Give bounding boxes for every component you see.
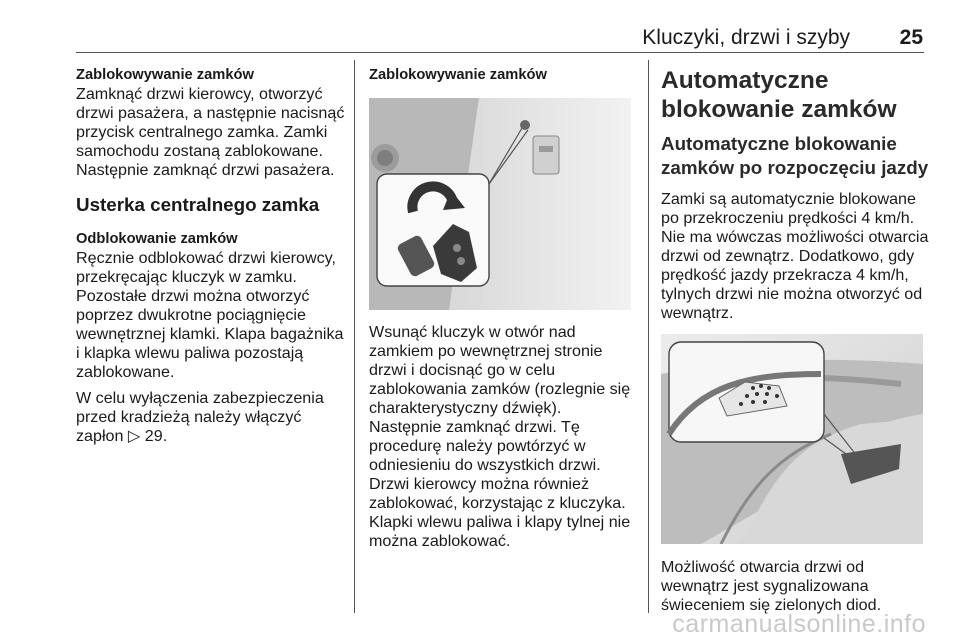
subheading-locking-manual: Zablokowywanie zamków (369, 67, 547, 83)
header-title: Kluczyki, drzwi i szyby (642, 26, 850, 49)
column-divider-2 (648, 60, 649, 613)
subheading-locking: Zablokowywanie zamków (76, 67, 254, 83)
page-ref-arrow-icon: ▷ (127, 427, 141, 445)
heading-auto-locking: Automatyczne blokowanie zamków (661, 67, 897, 123)
heading-central-lock-fault: Usterka centralnego zamka (76, 194, 320, 215)
page-ref-link[interactable]: 29. (144, 427, 168, 445)
paragraph-anti-theft (76, 389, 348, 446)
subheading-unlocking: Odblokowanie zamków (76, 231, 238, 247)
anti-theft-text: W celu wyłączenia zabezpieczenia przed kradzieżą należy włączyć zapłon (76, 389, 324, 445)
paragraph-unlocking: Ręcznie odblokować drzwi kierowcy, przekręcając kluczyk w zamku. Pozostałe drzwi można otworzyć poprzez dwukrotne pociągnięcie wewnętrznej klamki. Klapa bagażnika i klapka wlewu paliwa pozostają zablokowane. (76, 249, 344, 381)
page-number: 25 (899, 26, 923, 49)
paragraph-led-indicator: Możliwość otwarcia drzwi od wewnątrz jest sygnalizowana świeceniem się zielonych diod. (661, 558, 882, 614)
column-1 (76, 66, 348, 446)
paragraph-auto-locking: Zamki są automatycznie blokowane po przekroczeniu prędkości 4 km/h. Nie ma wówczas możliwości otwarcia drzwi od zewnątrz. Dodatkowo, gdy prędkość jazdy przekracza 4 km/h, tylnych drzwi nie można otworzyć od wewnątrz. (661, 190, 929, 322)
paragraph-key-lock: Wsunąć kluczyk w otwór nad zamkiem po wewnętrznej stronie drzwi i docisnąć go w celu zablokowania zamków (rozlegnie się charakterystyczny dźwięk). Następnie zamknąć drzwi. Tę procedurę należy powtórzyć w odniesieniu do wszystkich drzwi. Drzwi kierowcy można również zablokować, korzystając z kluczyka. Klapki wlewu paliwa i klapy tylnej nie można zablokować. (369, 323, 631, 550)
paragraph-locking: Zamknąć drzwi kierowcy, otworzyć drzwi pasażera, a następnie nacisnąć przycisk centralnego zamka. Zamki samochodu zostaną zablokowane. Następnie zamknąć drzwi pasażera. (76, 85, 345, 179)
page-header (0, 0, 960, 60)
header-rule (76, 52, 924, 53)
column-3 (661, 66, 931, 615)
door-handle-led-illustration (661, 334, 923, 544)
door-lock-key-illustration (369, 98, 631, 310)
watermark-url: carmanualsonline.info (672, 610, 926, 638)
column-divider-1 (354, 60, 355, 613)
subheading-auto-locking-drive: Automatyczne blokowanie zamków po rozpoczęciu jazdy (661, 133, 929, 178)
column-2 (369, 66, 634, 551)
